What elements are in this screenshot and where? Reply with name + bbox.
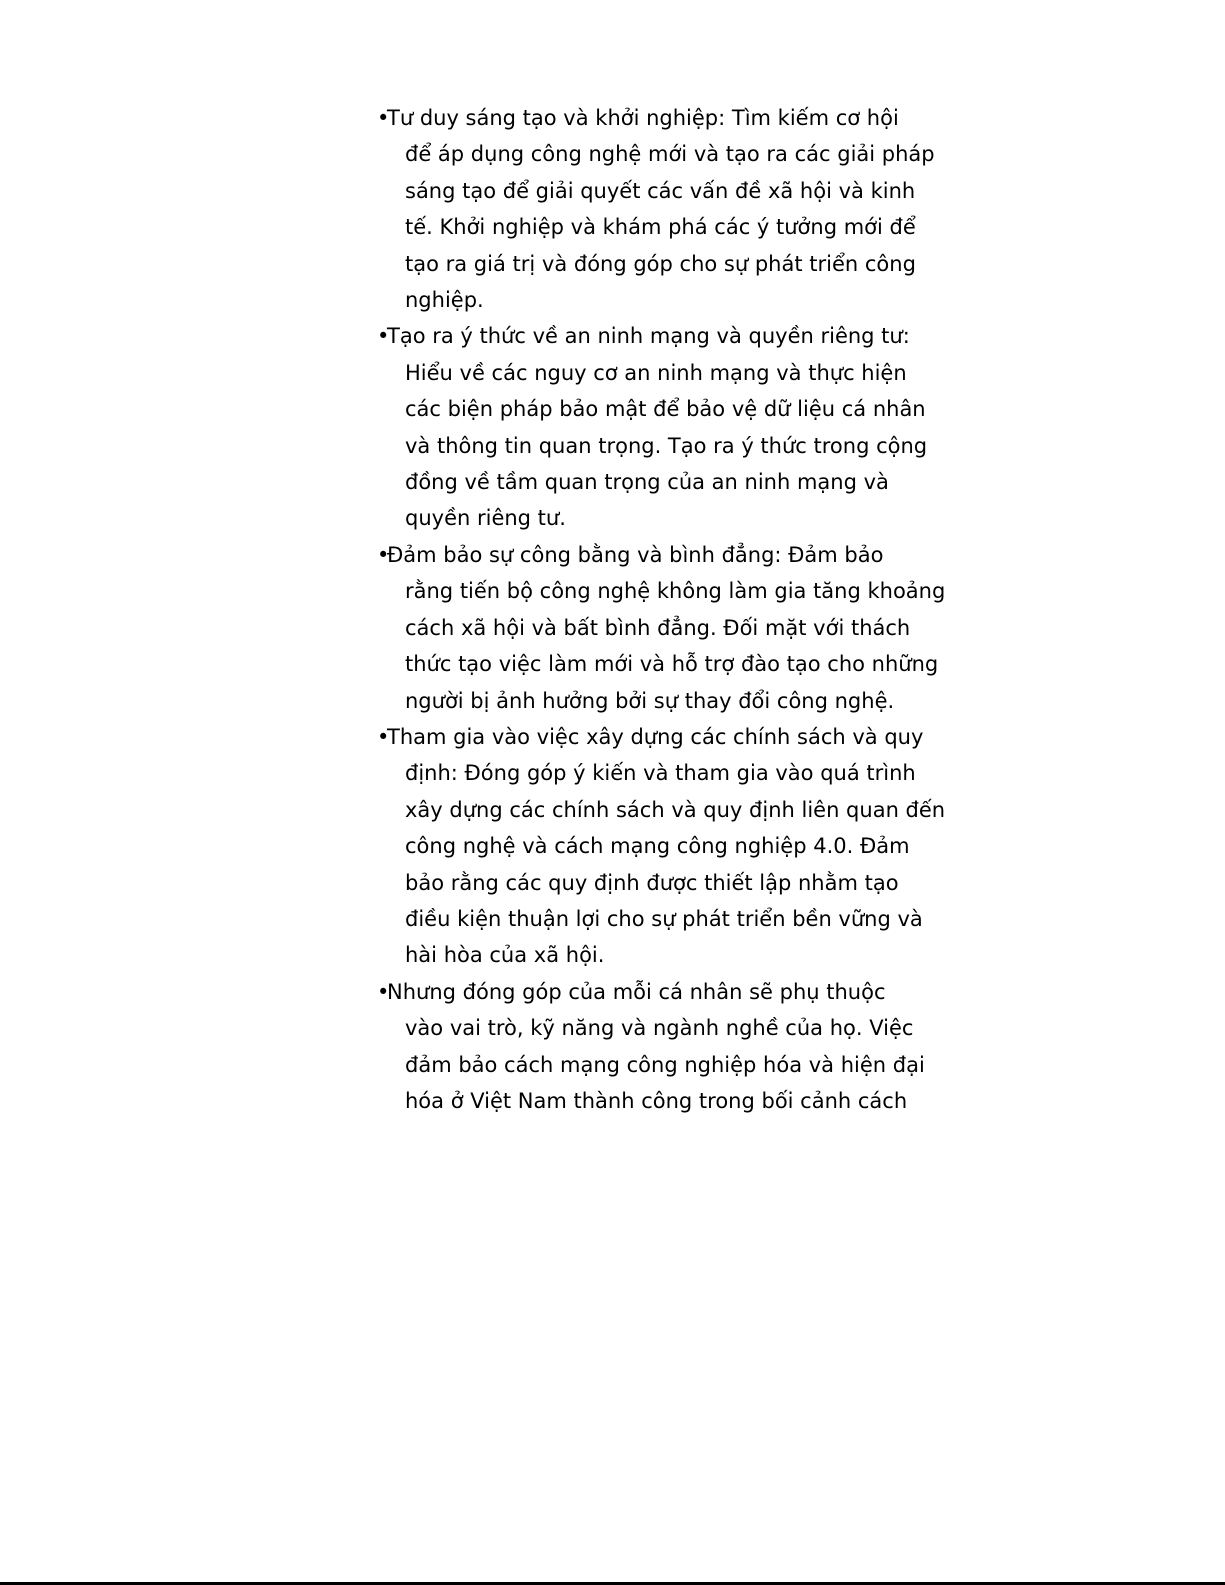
bullet-item-creativity: [377, 100, 967, 318]
text-line: tế. Khởi nghiệp và khám phá các ý tưởng mới để: [405, 215, 916, 240]
text-line: Nhưng đóng góp của mỗi cá nhân sẽ phụ thuộc: [387, 979, 886, 1004]
text-line: đồng về tầm quan trọng của an ninh mạng và: [405, 470, 889, 495]
text-line: bảo rằng các quy định được thiết lập nhằm tạo: [405, 870, 899, 895]
text-line: hóa ở Việt Nam thành công trong bối cảnh cách: [405, 1088, 908, 1113]
bullet-item-equality: [377, 537, 967, 719]
text-line: Tạo ra ý thức về an ninh mạng và quyền riêng tư:: [387, 324, 910, 349]
bullet-item-cybersecurity: [377, 318, 967, 536]
bullet-icon: •: [377, 542, 390, 567]
bullet-text: [387, 974, 967, 1120]
text-line: Tư duy sáng tạo và khởi nghiệp: Tìm kiếm cơ hội: [387, 106, 899, 130]
text-line: tạo ra giá trị và đóng góp cho sự phát triển công: [405, 251, 916, 276]
text-line: các biện pháp bảo mật để bảo vệ dữ liệu cá nhân: [405, 397, 926, 422]
text-line: Hiểu về các nguy cơ an ninh mạng và thực hiện: [405, 360, 907, 385]
text-line: rằng tiến bộ công nghệ không làm gia tăng khoảng: [405, 579, 946, 604]
bullet-text: [387, 537, 967, 719]
text-line: sáng tạo để giải quyết các vấn đề xã hội và kinh: [405, 178, 916, 203]
text-line: xây dựng các chính sách và quy định liên quan đến: [405, 797, 946, 822]
text-line: và thông tin quan trọng. Tạo ra ý thức trong cộng: [405, 433, 928, 458]
text-line: vào vai trò, kỹ năng và ngành nghề của họ. Việc: [405, 1016, 914, 1041]
bullet-icon: •: [377, 324, 390, 349]
text-line: Đảm bảo sự công bằng và bình đẳng: Đảm bảo: [387, 542, 884, 567]
text-line: nghiệp.: [405, 288, 484, 313]
bullet-icon: •: [377, 979, 390, 1004]
bullet-text: [387, 719, 967, 974]
text-line: đảm bảo cách mạng công nghiệp hóa và hiện đại: [405, 1052, 925, 1077]
text-line: Tham gia vào việc xây dựng các chính sách và quy: [387, 724, 924, 749]
text-line: cách xã hội và bất bình đẳng. Đối mặt với thách: [405, 615, 911, 640]
text-line: công nghệ và cách mạng công nghiệp 4.0. Đảm: [405, 834, 910, 859]
bullet-item-contribution: [377, 974, 967, 1120]
bullet-icon: •: [377, 724, 390, 749]
bullet-text: [387, 318, 967, 536]
text-line: người bị ảnh hưởng bởi sự thay đổi công nghệ.: [405, 688, 895, 713]
text-line: quyền riêng tư.: [405, 506, 566, 531]
bullet-icon: •: [377, 106, 390, 130]
bullet-text: [387, 100, 967, 318]
text-line: điều kiện thuận lợi cho sự phát triển bền vững và: [405, 906, 923, 931]
text-line: hài hòa của xã hội.: [405, 943, 605, 968]
bullet-item-policy: [377, 719, 967, 974]
text-line: định: Đóng góp ý kiến và tham gia vào quá trình: [405, 761, 916, 786]
text-line: thức tạo việc làm mới và hỗ trợ đào tạo cho những: [405, 652, 939, 677]
bullet-list: [377, 100, 967, 1119]
text-line: để áp dụng công nghệ mới và tạo ra các giải pháp: [405, 142, 935, 167]
